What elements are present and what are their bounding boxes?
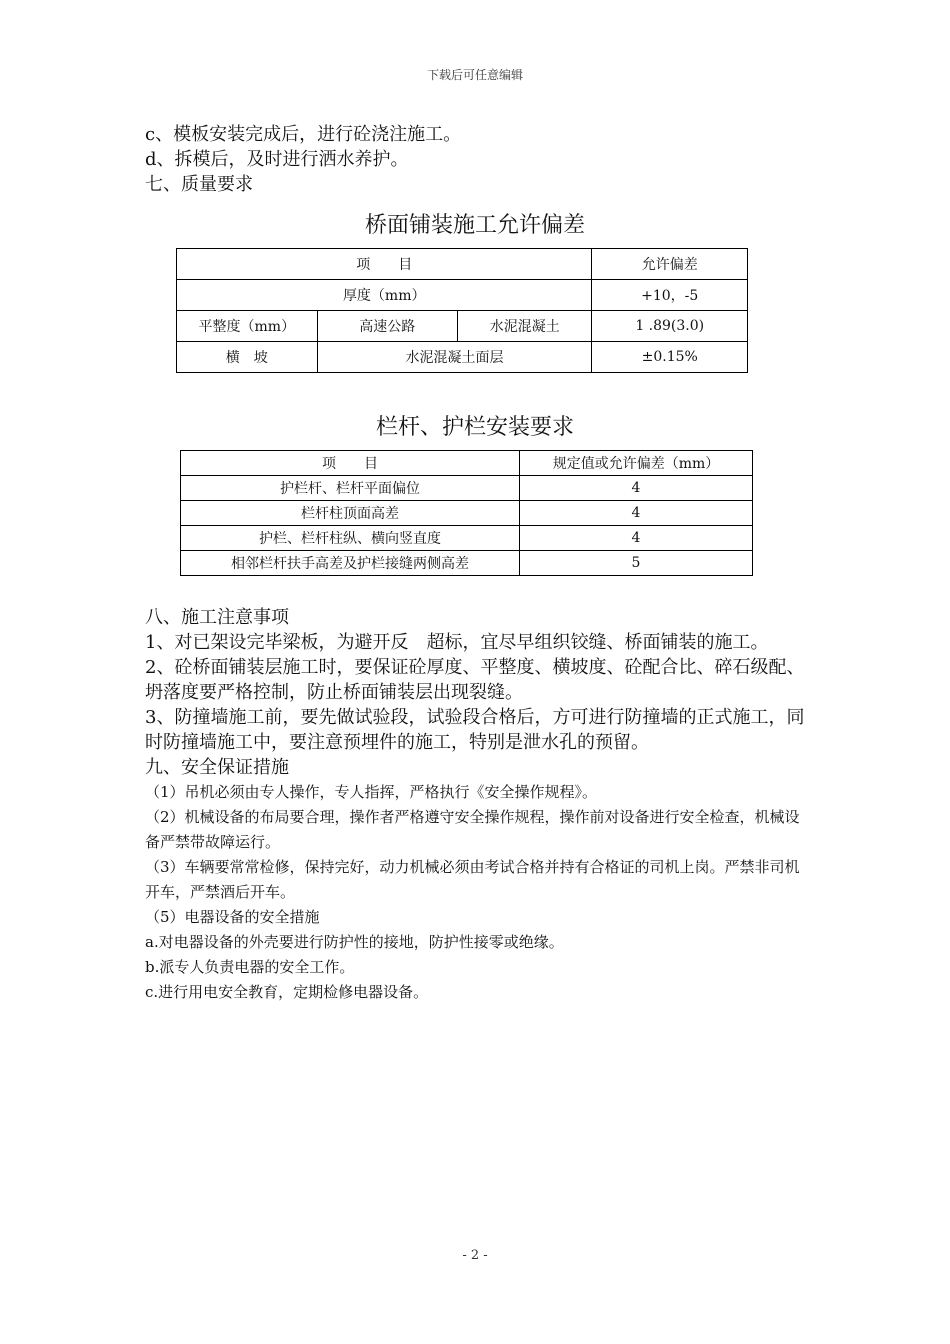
safety-item-b: b.派专人负责电器的安全工作。	[145, 958, 355, 976]
cell-flatness-value: 1 .89(3.0)	[592, 311, 748, 342]
row-item: 栏杆柱顶面高差	[181, 501, 520, 526]
row-value: 4	[520, 526, 753, 551]
safety-item-c: c.进行用电安全教育，定期检修电器设备。	[145, 983, 429, 1001]
table-row	[181, 476, 753, 501]
section8-p2: 2、砼桥面铺装层施工时，要保证砼厚度、平整度、横坡度、砼配合比、碎石级配、坍落度要严格控制，防止桥面铺装层出现裂缝。	[145, 657, 805, 703]
table-row	[177, 342, 748, 373]
safety-item-5: （5）电器设备的安全措施	[145, 908, 320, 926]
table-row	[177, 280, 748, 311]
table-row	[177, 249, 748, 280]
row-value: 5	[520, 551, 753, 576]
safety-item-1: （1）吊机必须由专人操作，专人指挥，严格执行《安全操作规程》。	[145, 783, 598, 801]
section7-heading: 七、质量要求	[145, 174, 253, 195]
section8-heading: 八、施工注意事项	[145, 607, 289, 628]
safety-item-3: （3）车辆要常常检修，保持完好，动力机械必须由考试合格并持有合格证的司机上岗。严禁非司机开车，严禁酒后开车。	[145, 858, 800, 901]
line-c: c、模板安装完成后，进行砼浇注施工。	[145, 124, 462, 145]
safety-item-2: （2）机械设备的布局要合理，操作者严格遵守安全操作规程，操作前对设备进行安全检查，机械设备严禁带故障运行。	[145, 808, 800, 851]
paving-tolerance-table	[176, 248, 748, 373]
cell-slope: 横 坡	[177, 342, 318, 373]
top-lines	[145, 122, 810, 197]
page-number: - 2 -	[462, 1248, 488, 1263]
railing-requirements-table	[180, 450, 753, 576]
line-d: d、拆模后，及时进行洒水养护。	[145, 149, 409, 170]
table2-title: 栏杆、护栏安装要求	[375, 415, 574, 440]
table1-title: 桥面铺装施工允许偏差	[364, 213, 585, 238]
header-tolerance: 规定值或允许偏差（mm）	[520, 451, 753, 476]
row-value: 4	[520, 501, 753, 526]
page-header: 下载后可任意编辑	[426, 68, 523, 82]
cell-flatness: 平整度（mm）	[177, 311, 318, 342]
row-item: 护栏杆、栏杆平面偏位	[181, 476, 520, 501]
cell-concrete: 水泥混凝土	[458, 311, 592, 342]
section9-heading: 九、安全保证措施	[145, 757, 289, 778]
section8	[145, 605, 810, 1005]
table-row	[181, 526, 753, 551]
cell-highway: 高速公路	[317, 311, 457, 342]
cell-thickness-value: +10，-5	[592, 280, 748, 311]
row-value: 4	[520, 476, 753, 501]
cell-concrete-surface: 水泥混凝土面层	[317, 342, 592, 373]
table-row	[181, 451, 753, 476]
section8-p3: 3、防撞墙施工前，要先做试验段，试验段合格后，方可进行防撞墙的正式施工，同时防撞墙施工中，要注意预埋件的施工，特别是泄水孔的预留。	[145, 707, 805, 753]
cell-thickness: 厚度（mm）	[177, 280, 592, 311]
table-row	[177, 311, 748, 342]
section8-p1: 1、对已架设完毕梁板，为避开反 超标，宜尽早组织铰缝、桥面铺装的施工。	[145, 632, 769, 653]
table-row	[181, 551, 753, 576]
row-item: 相邻栏杆扶手高差及护栏接缝两侧高差	[181, 551, 520, 576]
header-item: 项 目	[177, 249, 592, 280]
cell-slope-value: ±0.15%	[592, 342, 748, 373]
table-row	[181, 501, 753, 526]
header-tolerance: 允许偏差	[592, 249, 748, 280]
row-item: 护栏、栏杆柱纵、横向竖直度	[181, 526, 520, 551]
header-item: 项 目	[181, 451, 520, 476]
safety-item-a: a.对电器设备的外壳要进行防护性的接地，防护性接零或绝缘。	[145, 933, 564, 951]
